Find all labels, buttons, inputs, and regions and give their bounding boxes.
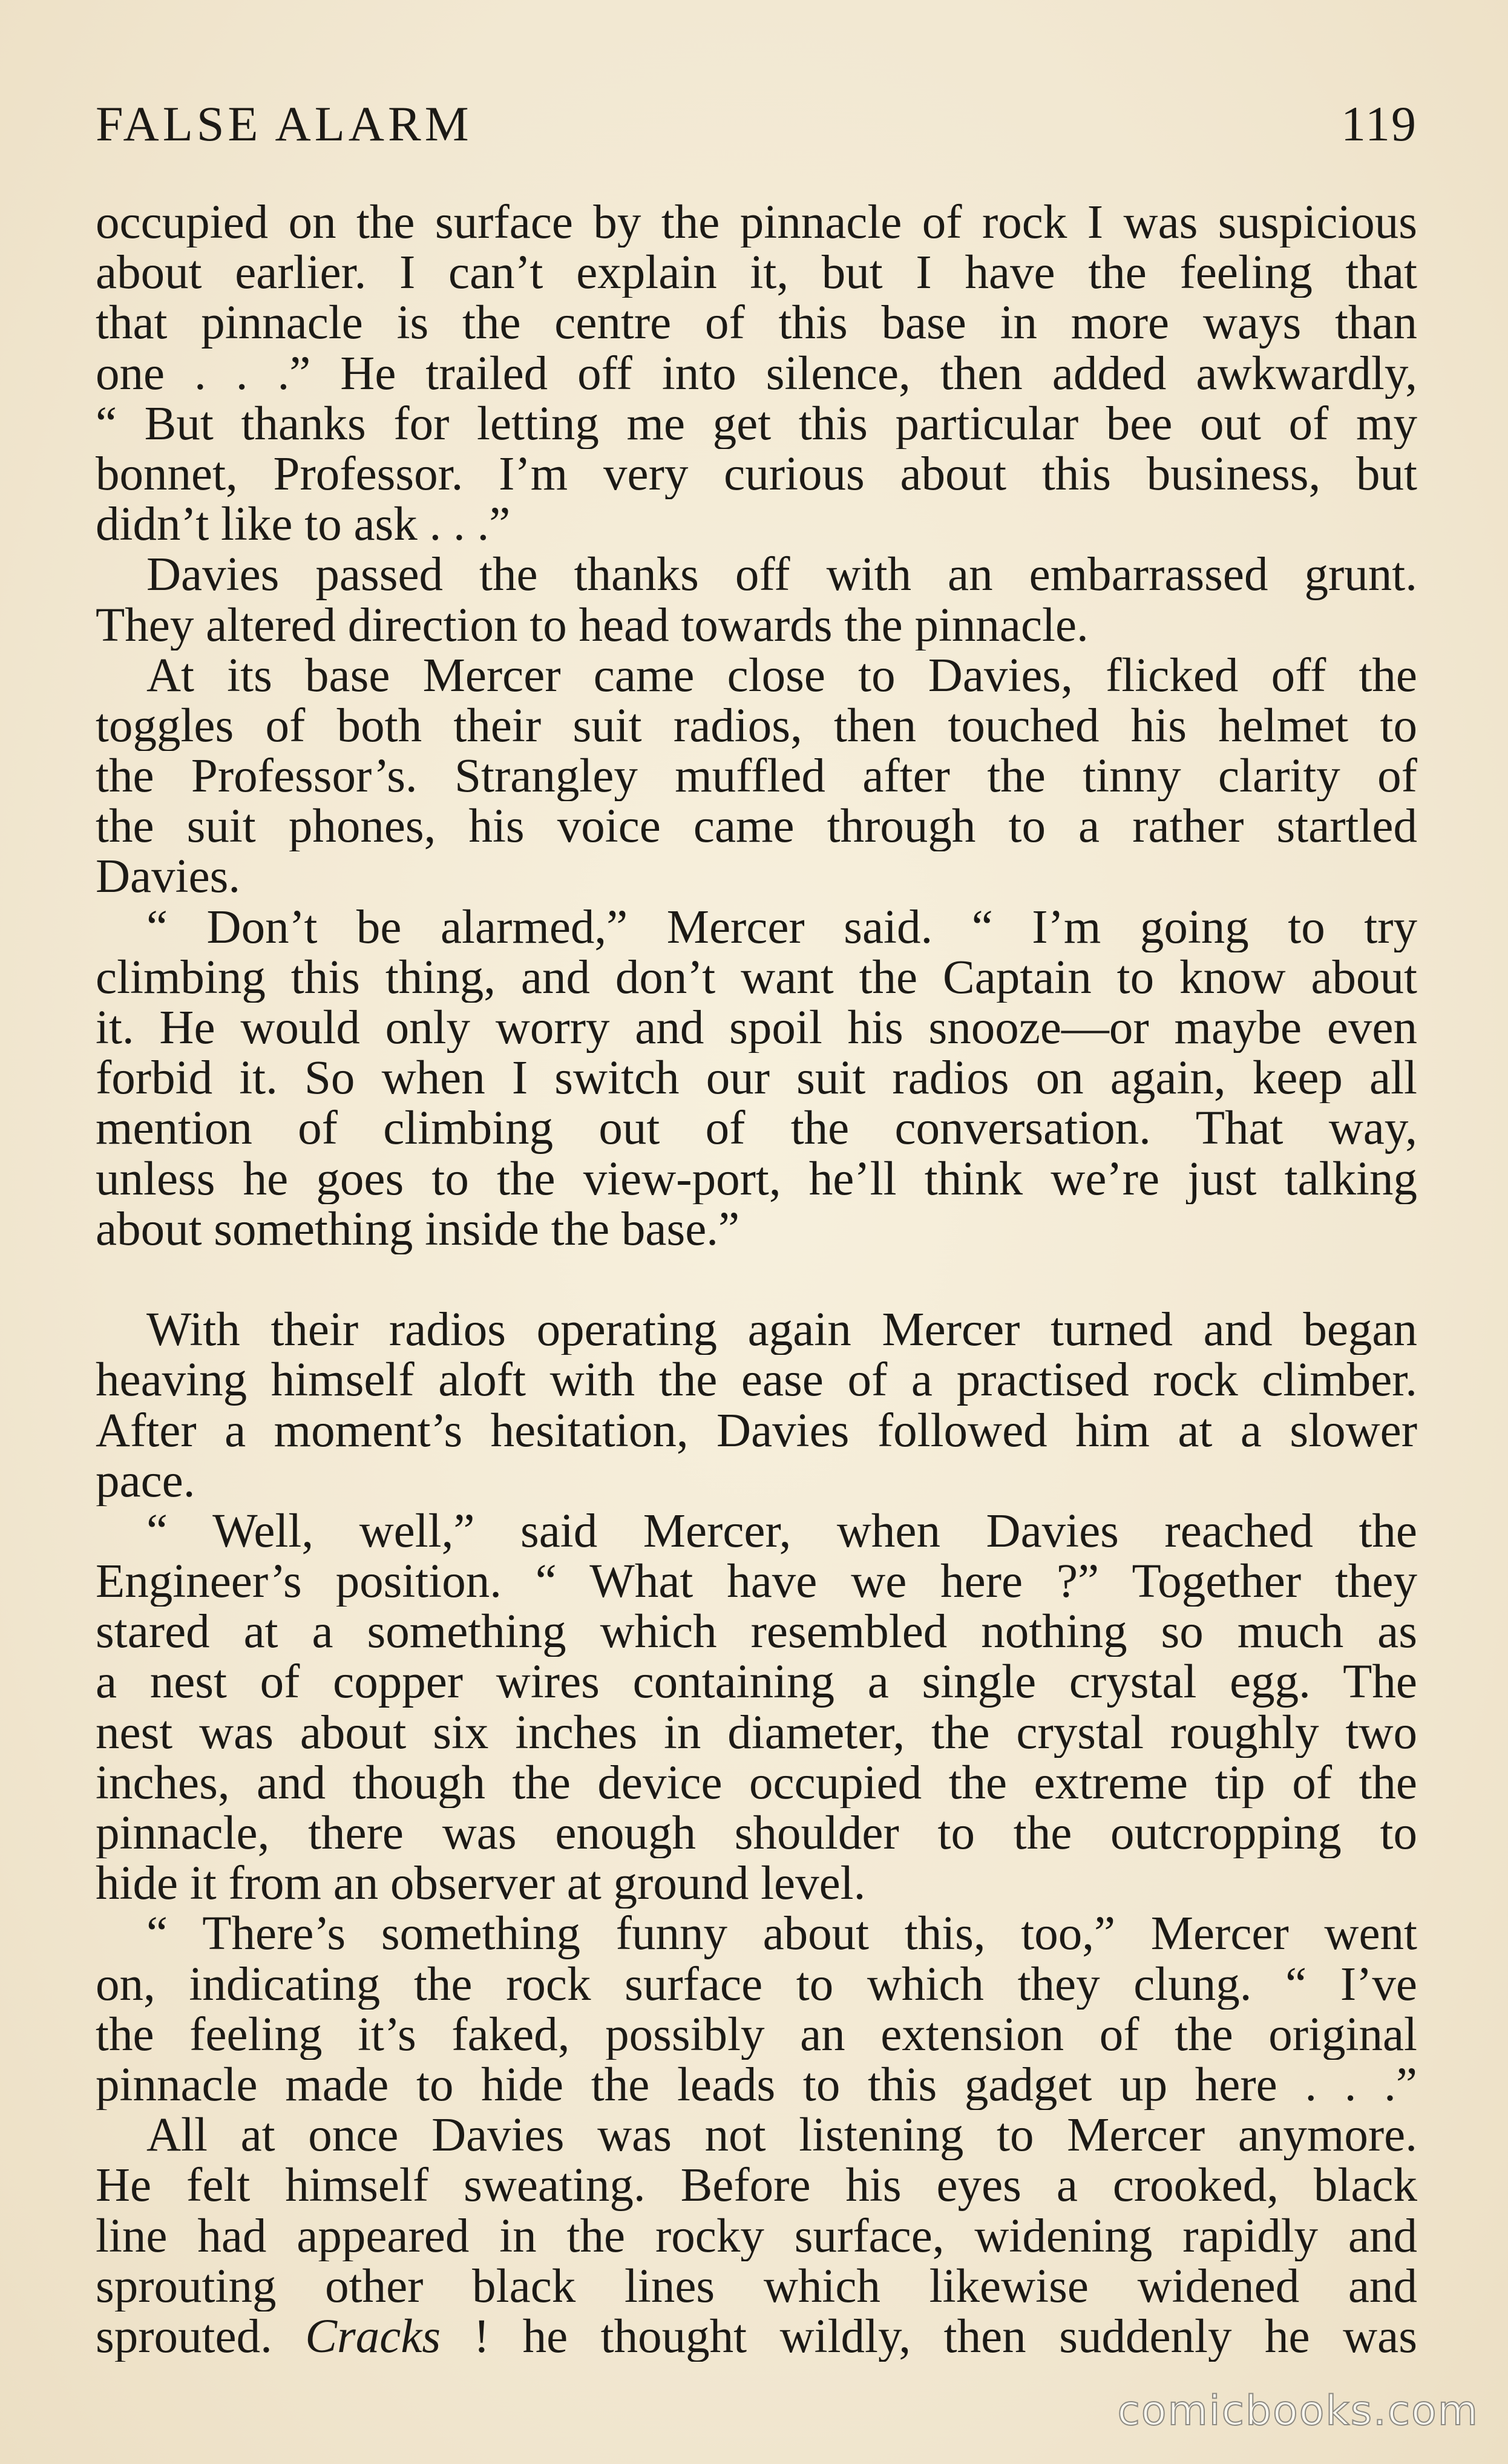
text-line: sprouting other black lines which likewise widened and bbox=[96, 2261, 1417, 2312]
text-line: the Professor’s. Strangley muffled after the tinny clarity of bbox=[96, 751, 1417, 802]
text-line: it. He would only worry and spoil his snooze—or maybe even bbox=[96, 1003, 1417, 1053]
text-line: toggles of both their suit radios, then touched his helmet to bbox=[96, 700, 1417, 752]
text-line: They altered direction to head towards the pinnacle. bbox=[96, 600, 1089, 650]
text-line: climbing this thing, and don’t want the Captain to know about bbox=[96, 952, 1417, 1003]
text-line: bonnet, Professor. I’m very curious about this business, but bbox=[96, 448, 1417, 500]
final-line-end: ! he thought wildly, then suddenly he was bbox=[441, 2311, 1417, 2362]
text-line: the feeling it’s faked, possibly an extension of the original bbox=[96, 2009, 1417, 2060]
text-line: stared at a something which resembled nothing so much as bbox=[96, 1607, 1417, 1657]
text-line: about earlier. I can’t explain it, but I have the feeling that bbox=[96, 247, 1417, 298]
text-line: “ Well, well,” said Mercer, when Davies reached the bbox=[146, 1506, 1417, 1557]
text-line: on, indicating the rock surface to which they clung. “ I’ve bbox=[96, 1959, 1417, 2010]
text-line: occupied on the surface by the pinnacle of rock I was suspicious bbox=[96, 197, 1417, 248]
text-line: the suit phones, his voice came through to a rather startled bbox=[96, 801, 1417, 852]
final-line-start: sprouted. bbox=[96, 2311, 306, 2362]
text-line: All at once Davies was not listening to Mercer anymore. bbox=[146, 2110, 1417, 2161]
text-line: heaving himself aloft with the ease of a practised rock climber. bbox=[96, 1355, 1417, 1406]
emphasized-word: Cracks bbox=[305, 2311, 441, 2362]
text-line: line had appeared in the rocky surface, widening rapidly and bbox=[96, 2210, 1417, 2261]
text-line: one . . .” He trailed off into silence, then added awkwardly, bbox=[96, 348, 1417, 399]
text-line: unless he goes to the view-port, he’ll think we’re just talking bbox=[96, 1153, 1417, 1204]
body-text bbox=[96, 197, 1417, 2362]
text-line: pace. bbox=[96, 1455, 195, 1506]
text-line: pinnacle, there was enough shoulder to the outcropping to bbox=[96, 1808, 1417, 1859]
text-line: He felt himself sweating. Before his eyes a crooked, black bbox=[96, 2160, 1417, 2211]
text-line: a nest of copper wires containing a single crystal egg. The bbox=[96, 1657, 1417, 1708]
text-line: pinnacle made to hide the leads to this gadget up here . . .” bbox=[96, 2059, 1417, 2111]
text-line: inches, and though the device occupied the extreme tip of the bbox=[96, 1757, 1417, 1808]
text-line: At its base Mercer came close to Davies, flicked off the bbox=[146, 650, 1417, 701]
text-line: “ There’s something funny about this, too,” Mercer went bbox=[146, 1909, 1417, 1959]
text-line: After a moment’s hesitation, Davies followed him at a slower bbox=[96, 1405, 1417, 1456]
text-line: mention of climbing out of the conversation. That way, bbox=[96, 1103, 1417, 1154]
page-number: 119 bbox=[1341, 96, 1417, 151]
text-line: Davies. bbox=[96, 851, 241, 902]
text-line: didn’t like to ask . . .” bbox=[96, 499, 511, 550]
text-line: Davies passed the thanks off with an embarrassed grunt. bbox=[146, 549, 1417, 600]
text-line: With their radios operating again Mercer turned and began bbox=[146, 1305, 1417, 1355]
text-line: forbid it. So when I switch our suit radios on again, keep all bbox=[96, 1053, 1417, 1104]
chapter-title: FALSE ALARM bbox=[96, 96, 473, 151]
running-head bbox=[96, 91, 1417, 157]
text-line: “ Don’t be alarmed,” Mercer said. “ I’m going to try bbox=[146, 902, 1417, 952]
text-line: “ But thanks for letting me get this particular bee out of my bbox=[96, 398, 1417, 449]
text-line: that pinnacle is the centre of this base in more ways than bbox=[96, 298, 1417, 349]
text-line: about something inside the base.” bbox=[96, 1204, 740, 1254]
text-line: Engineer’s position. “ What have we here ?” Together they bbox=[96, 1556, 1417, 1607]
text-line: nest was about six inches in diameter, the crystal roughly two bbox=[96, 1707, 1417, 1758]
text-line: hide it from an observer at ground level. bbox=[96, 1858, 866, 1909]
watermark-logo: comicbooks.com bbox=[1117, 2387, 1479, 2435]
text-line-final bbox=[96, 2312, 1417, 2362]
section-break bbox=[96, 1254, 1417, 1305]
